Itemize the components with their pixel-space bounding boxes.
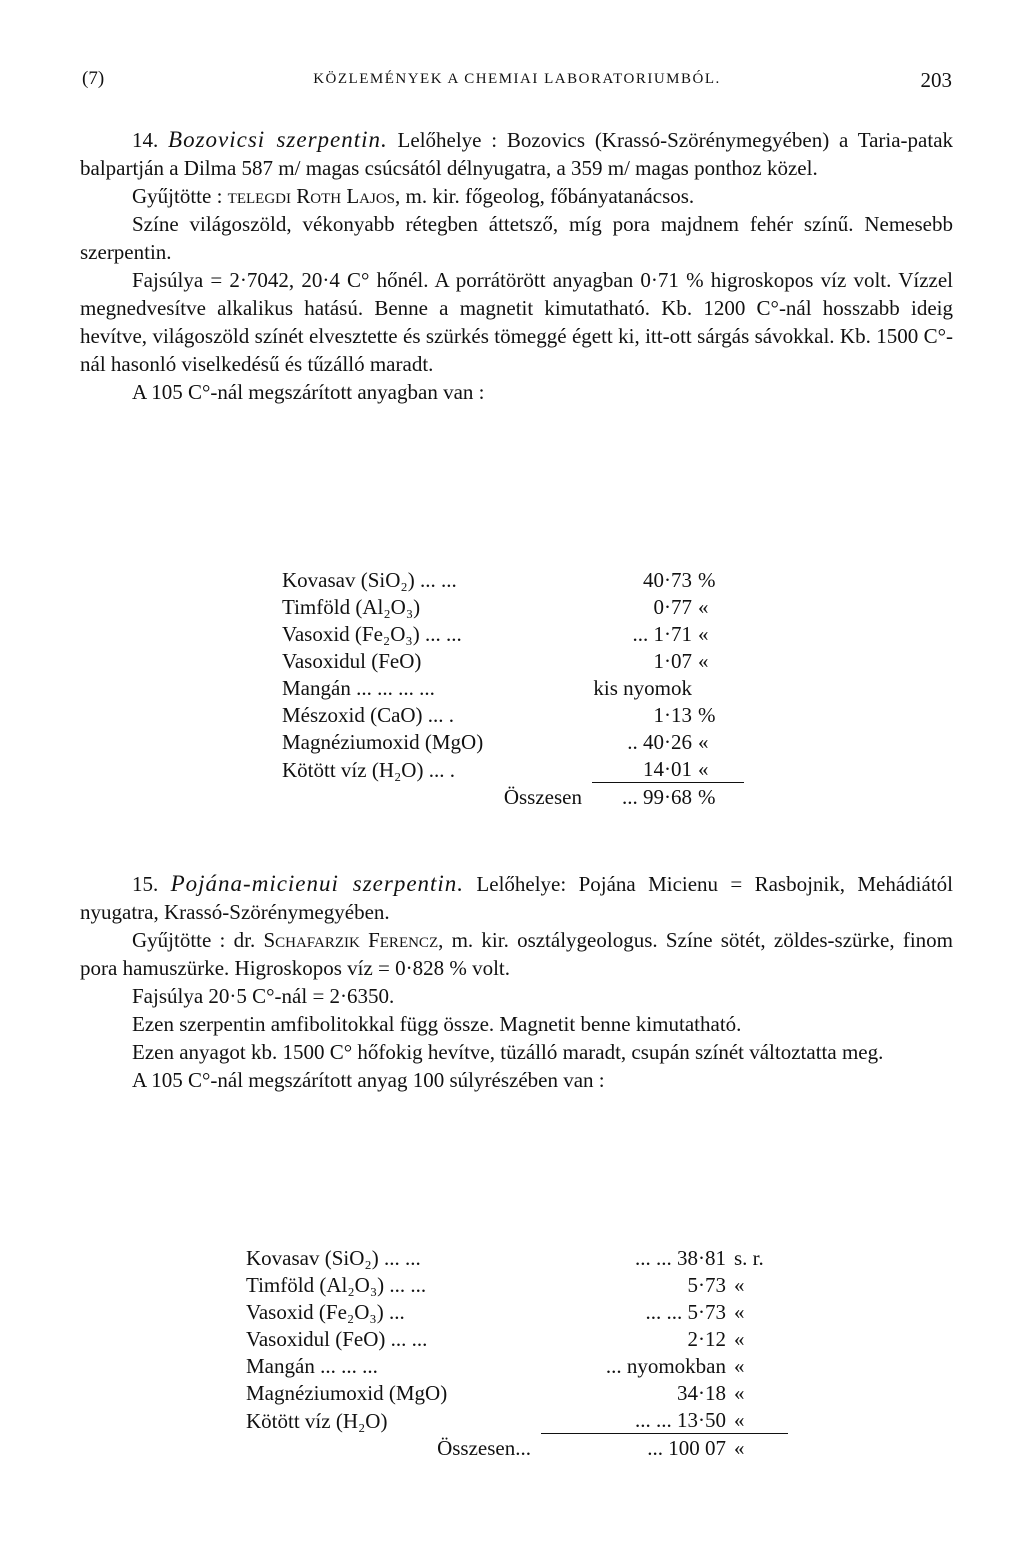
row-unit: «: [698, 595, 709, 619]
section-14-title: Bozovicsi szerpentin.: [168, 127, 388, 152]
row-label: Kötött víz (H₂O) ... .: [282, 757, 455, 782]
row-value: ... 99·68: [592, 783, 692, 811]
row-unit: «: [734, 1327, 745, 1351]
section-15-intro: [80, 870, 953, 926]
section-15-composition-table: [246, 1244, 788, 1461]
row-label: Mészoxid (CaO) ... .: [282, 703, 455, 727]
section-14-properties: Fajsúlya = 2·7042, 20·4 C° hőnél. A porrátörött anyagban 0·71 % higroskopos víz volt. Vízzel megnedvesítve alkalikus hatású. Benne a magnetit kimutatható. Kb. 1200 C°-nál hosszabb ideig hevítve, világoszöld színét elvesztette és szürkés tömeggé égett ki, itt-ott sárgás sávokkal. Kb. 1500 C°-nál hasonló viselkedésű és tűzálló maradt.: [80, 268, 953, 376]
table-row: [246, 1271, 788, 1298]
row-value: ... ... 13·50: [635, 1408, 726, 1432]
table-row: [282, 620, 744, 647]
table-row: [246, 1298, 788, 1325]
section-14-description: Színe világoszöld, vékonyabb rétegben áttetsző, míg pora majdnem fehér színű. Nemesebb szerpentin.: [80, 212, 953, 264]
row-unit: «: [734, 1300, 745, 1324]
row-unit: «: [698, 622, 709, 646]
row-unit: %: [698, 703, 716, 727]
collector-prefix: Gyűjtötte :: [132, 184, 223, 208]
row-value: 1·13: [653, 703, 692, 727]
row-label: Kötött víz (H₂O): [246, 1408, 388, 1433]
collector-prefix: Gyűjtötte : dr.: [132, 928, 256, 952]
section-14-number: 14.: [132, 128, 159, 152]
section-14-composition-table: [282, 566, 744, 810]
row-unit: [692, 674, 744, 701]
table-row: [282, 647, 744, 674]
row-label: Vasoxid (Fe₂O₃) ... ...: [282, 622, 462, 646]
row-value: 2·12: [687, 1327, 726, 1351]
row-label: Kovasav (SiO₂) ... ...: [282, 568, 457, 592]
page-number: 203: [920, 68, 952, 92]
collector-name: Schafarzik Ferencz: [263, 928, 439, 952]
section-14: [80, 126, 953, 406]
row-unit: «: [698, 649, 709, 673]
section-15-table-intro: A 105 C°-nál megszárított anyag 100 súlyrészében van :: [132, 1068, 605, 1092]
row-label: Mangán ... ... ... ...: [282, 676, 435, 700]
section-14-intro: [80, 126, 953, 182]
row-value: .. 40·26: [627, 730, 692, 754]
table-row: [282, 728, 744, 755]
row-value: ... nyomokban: [605, 1354, 726, 1378]
row-value: ... ... 5·73: [645, 1300, 726, 1324]
collector-name: telegdi Roth Lajos: [227, 184, 395, 208]
section-15-title: Pojána-micienui szerpentin.: [170, 871, 465, 896]
section-15-location: Lelőhelye: Pojána Micienu = Rasbojnik, Mehádiától nyugatra, Krassó-Szörénymegyében.: [80, 872, 954, 924]
collector-suffix: , m. kir. osztálygeologus. Színe sötét, zöldes-szürke, finom pora hamuszürke. Higroskopos víz = 0·828 % volt.: [80, 928, 953, 980]
row-value: ... ... 38·81: [635, 1246, 726, 1270]
chapter-marker: (7): [82, 68, 105, 89]
table-row: [282, 566, 744, 593]
row-label: Vasoxidul (FeO) ... ...: [246, 1327, 428, 1351]
row-unit: «: [726, 1434, 788, 1462]
section-15-density: Fajsúlya 20·5 C°-nál = 2·6350.: [132, 984, 395, 1008]
row-value: kis nyomok: [593, 676, 692, 700]
row-unit: «: [734, 1381, 745, 1405]
row-value: ... 100 07: [541, 1434, 726, 1462]
row-value: 5·73: [687, 1273, 726, 1297]
row-unit: %: [698, 568, 716, 592]
table-row: [246, 1406, 788, 1434]
row-value: 40·73: [643, 568, 692, 592]
row-label: Mangán ... ... ...: [246, 1354, 378, 1378]
row-label: Kovasav (SiO₂) ... ...: [246, 1246, 421, 1270]
row-unit: «: [734, 1273, 745, 1297]
row-label: Összesen: [503, 785, 582, 809]
row-label: Timföld (Al₂O₃) ... ...: [246, 1273, 427, 1297]
section-14-location: Lelőhelye : Bozovics (Krassó-Szörénymegyében) a Taria-patak balpartján a Dilma 587 m/ magas csúcsától délnyugatra, a 359 m/ magas ponthoz közel.: [80, 128, 954, 180]
section-15-collector: [80, 926, 953, 982]
section-14-collector: [80, 182, 953, 210]
row-unit: «: [698, 730, 709, 754]
table-row: [246, 1325, 788, 1352]
section-14-table-intro: A 105 C°-nál megszárított anyagban van :: [132, 380, 485, 404]
running-head: KÖZLEMÉNYEK A CHEMIAI LABORATORIUMBÓL.: [313, 71, 721, 87]
row-label: Összesen...: [437, 1436, 531, 1460]
table-total-row: [246, 1434, 788, 1462]
table-row: [246, 1352, 788, 1379]
row-unit: %: [692, 783, 744, 811]
collector-suffix: , m. kir. főgeolog, főbányatanácsos.: [395, 184, 695, 208]
row-label: Timföld (Al₂O₃): [282, 595, 421, 619]
row-value: 34·18: [677, 1381, 726, 1405]
table-row: [246, 1244, 788, 1271]
page-header: [82, 68, 952, 98]
section-15: [80, 870, 953, 1094]
row-label: Magnéziumoxid (MgO): [246, 1381, 448, 1405]
table-row: [246, 1379, 788, 1406]
table-row: [282, 701, 744, 728]
section-15-number: 15.: [132, 872, 159, 896]
table-row: [282, 674, 744, 701]
row-label: Vasoxid (Fe₂O₃) ...: [246, 1300, 405, 1324]
section-15-heating: Ezen anyagot kb. 1500 C° hőfokig hevítve, tüzálló maradt, csupán színét változtatta meg.: [132, 1040, 884, 1064]
table-row: [282, 755, 744, 783]
row-unit: s. r.: [734, 1246, 764, 1270]
row-unit: «: [734, 1354, 745, 1378]
table-total-row: [282, 783, 744, 811]
row-value: 1·07: [653, 649, 692, 673]
row-unit: «: [734, 1408, 745, 1432]
row-label: Magnéziumoxid (MgO): [282, 730, 484, 754]
section-15-note: Ezen szerpentin amfibolitokkal függ össze. Magnetit benne kimutatható.: [132, 1012, 742, 1036]
row-value: 0·77: [653, 595, 692, 619]
row-value: 14·01: [643, 757, 692, 781]
row-label: Vasoxidul (FeO): [282, 649, 422, 673]
row-unit: «: [698, 757, 709, 781]
row-value: ... 1·71: [632, 622, 692, 646]
table-row: [282, 593, 744, 620]
